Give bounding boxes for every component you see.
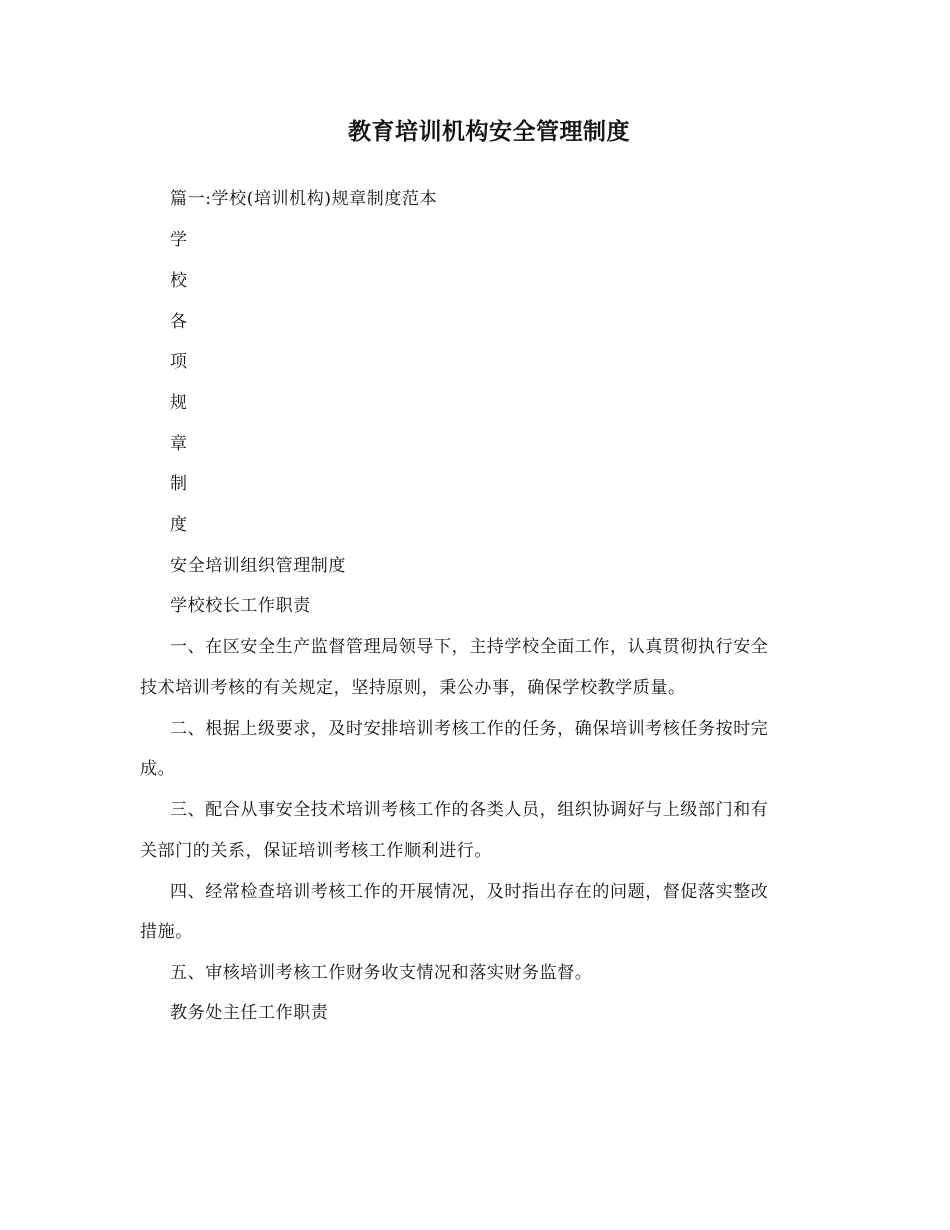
subheading: 学校校长工作职责	[170, 596, 311, 616]
section-heading: 篇一:学校(培训机构)规章制度范本	[170, 189, 438, 209]
paragraph-line: 一、在区安全生产监督管理局领导下，主持学校全面工作，认真贯彻执行安全	[170, 637, 769, 657]
subheading: 安全培训组织管理制度	[170, 556, 346, 576]
vertical-char: 各	[170, 312, 188, 332]
vertical-char: 学	[170, 230, 188, 250]
vertical-char: 项	[170, 352, 188, 372]
document-title: 教育培训机构安全管理制度	[348, 118, 630, 145]
vertical-char: 校	[170, 271, 188, 291]
paragraph-line: 措施。	[140, 922, 193, 942]
vertical-char: 制	[170, 474, 188, 494]
paragraph-line: 三、配合从事安全技术培训考核工作的各类人员，组织协调好与上级部门和有	[170, 800, 769, 820]
paragraph-line: 关部门的关系，保证培训考核工作顺利进行。	[140, 841, 492, 861]
vertical-char: 章	[170, 434, 188, 454]
paragraph-line: 二、根据上级要求，及时安排培训考核工作的任务，确保培训考核任务按时完	[170, 719, 769, 739]
paragraph-line: 五、审核培训考核工作财务收支情况和落实财务监督。	[170, 963, 593, 983]
subheading: 教务处主任工作职责	[170, 1003, 329, 1023]
vertical-char: 规	[170, 393, 188, 413]
paragraph-line: 四、经常检查培训考核工作的开展情况，及时指出存在的问题，督促落实整改	[170, 882, 769, 902]
paragraph-line: 成。	[140, 759, 176, 779]
paragraph-line: 技术培训考核的有关规定，坚持原则，秉公办事，确保学校教学质量。	[140, 678, 686, 698]
vertical-char: 度	[170, 515, 188, 535]
